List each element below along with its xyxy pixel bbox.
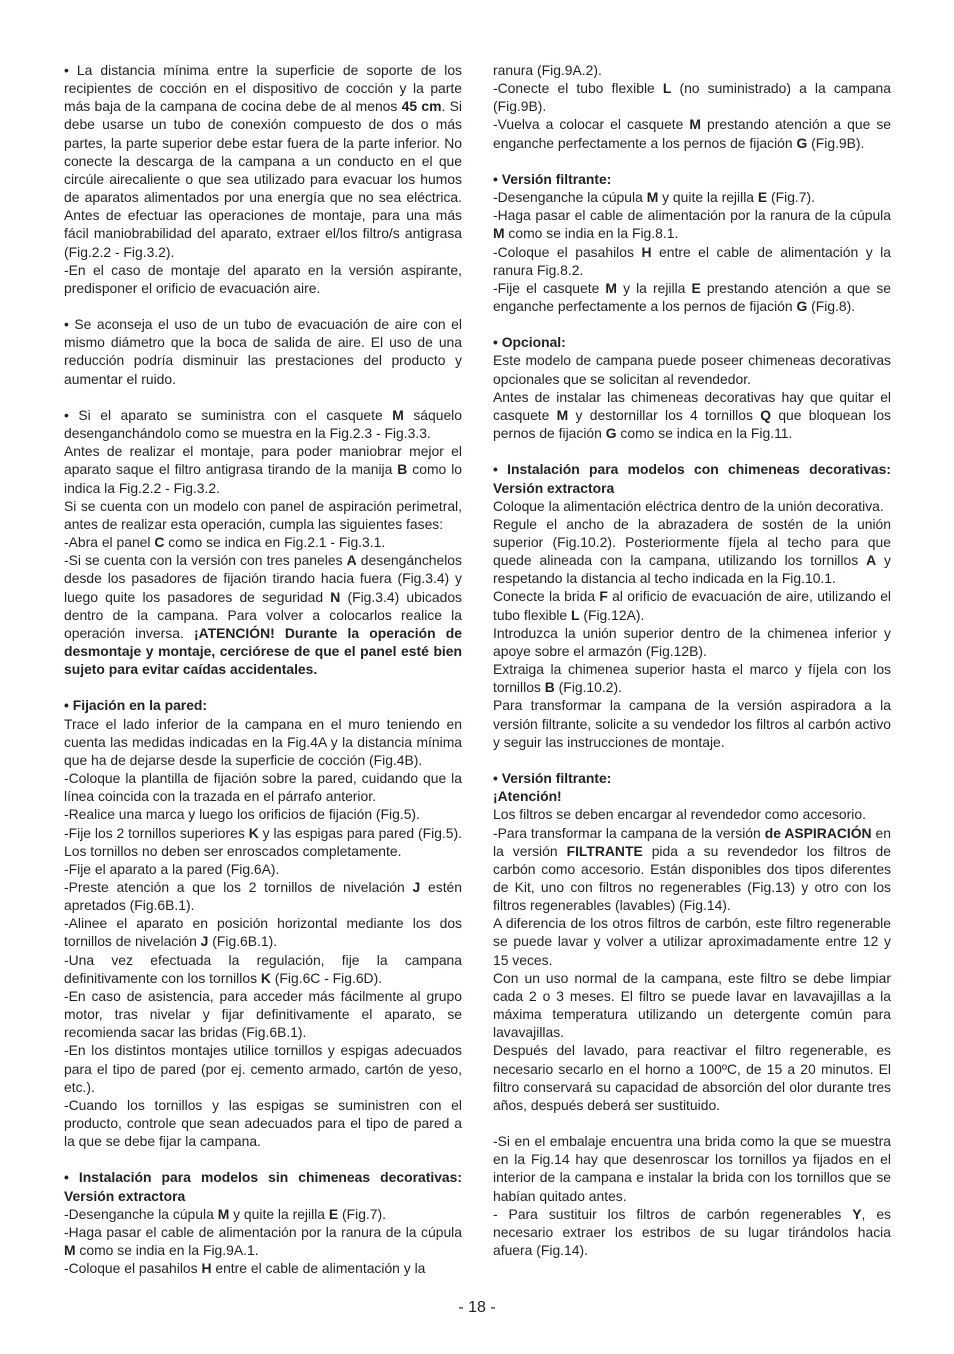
paragraph-spacer bbox=[64, 1150, 462, 1168]
paragraph-spacer bbox=[64, 678, 462, 696]
text-paragraph: -Conecte el tubo flexible L (no suministrado) a la campana (Fig.9B). bbox=[493, 80, 891, 115]
text-paragraph: Coloque la alimentación eléctrica dentro de la unión decorativa. bbox=[493, 497, 884, 514]
text-paragraph: Este modelo de campana puede poseer chimeneas decorativas opcionales que se solicitan al revendedor. bbox=[493, 352, 891, 387]
paragraph-spacer bbox=[64, 297, 462, 315]
text-paragraph: A diferencia de los otros filtros de carbón, este filtro regenerable se puede lavar y volver a utilizar aproximadamente entre 12 y 15 veces. bbox=[493, 915, 891, 968]
text-paragraph: -En los distintos montajes utilice tornillos y espigas adecuados para el tipo de pared (por ej. cemento armado, cartón de yeso, etc.). bbox=[64, 1042, 462, 1095]
text-paragraph: Extraiga la chimenea superior hasta el marco y fíjela con los tornillos B (Fig.10.2). bbox=[493, 661, 891, 696]
text-paragraph: Después del lavado, para reactivar el filtro regenerable, es necesario secarlo en el horno a 100ºC, de 15 a 20 minutos. El filtro conservará su capacidad de absorción del olor durante tres años, después deberá ser sustituido. bbox=[493, 1042, 891, 1113]
text-paragraph: Conecte la brida F al orificio de evacuación de aire, utilizando el tubo flexible L (Fig.12A). bbox=[493, 588, 891, 623]
text-paragraph: -Una vez efectuada la regulación, fije la campana definitivamente con los tornillos K (Fig.6C - Fig.6D). bbox=[64, 951, 462, 986]
text-paragraph: Si se cuenta con un modelo con panel de aspiración perimetral, antes de realizar esta operación, cumpla las siguientes fases: bbox=[64, 497, 462, 532]
text-paragraph: ¡Atención! bbox=[493, 788, 562, 805]
text-paragraph: - Para sustituir los filtros de carbón regenerables Y, es necesario extraer los estribos de su lugar tirándolos hacia afuera (Fig.14). bbox=[493, 1205, 891, 1259]
text-paragraph: -Si se cuenta con la versión con tres paneles A desengánchelos desde los pasadores de fijación tirando hacia fuera (Fig.3.4) y luego quite los pasadores de seguridad N (Fig.3.4) ubicados dentro de la campana. Para volver a colocarlos realice la operación inversa. ¡ATENCIÓN! Durante la operación de desmontaje y montaje, cerciórese de que el panel esté bien sujeto para evitar caídas accidentales. bbox=[64, 552, 463, 678]
text-paragraph: • Opcional: bbox=[493, 334, 566, 351]
text-paragraph: -Cuando los tornillos y las espigas se suministren con el producto, controle que sean adecuados para el tipo de pared a la que se debe fijar la campana. bbox=[64, 1096, 462, 1150]
text-paragraph: Antes de instalar las chimeneas decorativas hay que quitar el casquete M y destornillar los 4 tornillos Q que bloquean los pernos de fijación G como se indica en la Fig.11. bbox=[493, 388, 891, 442]
text-paragraph: Trace el lado inferior de la campana en el muro teniendo en cuenta las medidas indicadas en la Fig.4A y la distancia mínima que ha de dejarse desde la superficie de cocción (Fig.4B). bbox=[64, 715, 462, 768]
page-number: - 18 - bbox=[458, 1299, 496, 1316]
text-paragraph: -En caso de asistencia, para acceder más fácilmente al grupo motor, tras nivelar y fijar definitivamente el aparato, se recomienda sacar las bridas (Fig.6B.1). bbox=[64, 987, 462, 1041]
text-paragraph: Los filtros se deben encargar al revendedor como accesorio. bbox=[493, 806, 866, 823]
text-paragraph: -Desenganche la cúpula M y quite la rejilla E (Fig.7). bbox=[64, 1205, 386, 1222]
paragraph-spacer bbox=[493, 751, 891, 769]
text-paragraph: Regule el ancho de la abrazadera de sostén de la unión superior (Fig.10.2). Posteriormente fíjela al techo para que quede alineada con la campana, utilizando los tornillos A y respetando la distancia al techo indicada en la Fig.10.1. bbox=[493, 515, 891, 587]
text-paragraph: Para transformar la campana de la versión aspiradora a la versión filtrante, solicite a su vendedor los filtros al carbón activo y seguir las instrucciones de montaje. bbox=[493, 697, 891, 750]
text-paragraph: • Si el aparato se suministra con el casquete M sáquelo desenganchándolo como se muestra en la Fig.2.3 - Fig.3.3. bbox=[64, 406, 462, 442]
paragraph-spacer bbox=[493, 1114, 891, 1132]
text-paragraph: -Fije el casquete M y la rejilla E prestando atención a que se enganche perfectamente a los pernos de fijación G (Fig.8). bbox=[493, 279, 891, 315]
text-paragraph: • Se aconseja el uso de un tubo de evacuación de aire con el mismo diámetro que la boca de salida de aire. El uso de una reducción podría disminuir las prestaciones del producto y aumentar el ruido. bbox=[64, 316, 462, 387]
right-text-column bbox=[493, 61, 891, 1259]
text-paragraph: -Haga pasar el cable de alimentación por la ranura de la cúpula M como se india en la Fig.9A.1. bbox=[64, 1223, 462, 1259]
text-paragraph: -Fije el aparato a la pared (Fig.6A). bbox=[64, 860, 280, 877]
text-paragraph: -Preste atención a que los 2 tornillos de nivelación J estén apretados (Fig.6B.1). bbox=[64, 878, 462, 914]
text-paragraph: -Vuelva a colocar el casquete M prestando atención a que se enganche perfectamente a los pernos de fijación G (Fig.9B). bbox=[493, 116, 891, 151]
text-paragraph: • Instalación para modelos con chimeneas decorativas: Versión extractora bbox=[493, 461, 891, 496]
text-paragraph: • Fijación en la pared: bbox=[64, 697, 208, 714]
text-paragraph: -Si en el embalaje encuentra una brida como la que se muestra en la Fig.14 hay que desenroscar los tornillos ya fijados en el interior de la campana e instalar la brida con los tornillos que se habían quitado antes. bbox=[493, 1133, 891, 1204]
left-text-column bbox=[64, 61, 462, 1277]
text-paragraph: • Instalación para modelos sin chimeneas decorativas: Versión extractora bbox=[64, 1169, 462, 1204]
text-paragraph: -Abra el panel C como se indica en Fig.2.1 - Fig.3.1. bbox=[64, 534, 386, 551]
text-paragraph: -Coloque el pasahilos H entre el cable de alimentación y la ranura Fig.8.2. bbox=[493, 243, 891, 278]
text-paragraph: • Versión filtrante: bbox=[493, 770, 612, 787]
text-paragraph: -Haga pasar el cable de alimentación por la ranura de la cúpula M como se india en la Fig.8.1. bbox=[493, 207, 891, 242]
text-paragraph: -Para transformar la campana de la versión de ASPIRACIÓN en la versión FILTRANTE pida a su revendedor los filtros de carbón como accesorio. Están disponibles dos tipos diferentes de Kit, uno con filtros no regenerables (Fig.13) y otro con los filtros regenerables (lavables) (Fig.14). bbox=[493, 824, 892, 914]
text-paragraph: Introduzca la unión superior dentro de la chimenea inferior y apoye sobre el armazón (Fig.12B). bbox=[493, 624, 891, 659]
text-paragraph: -Fije los 2 tornillos superiores K y las espigas para pared (Fig.5). Los tornillos no deben ser enroscados completamente. bbox=[64, 824, 462, 859]
paragraph-spacer bbox=[493, 315, 891, 333]
text-paragraph: -Desenganche la cúpula M y quite la rejilla E (Fig.7). bbox=[493, 189, 815, 206]
paragraph-spacer bbox=[64, 388, 462, 406]
paragraph-spacer bbox=[493, 442, 891, 460]
text-paragraph: • La distancia mínima entre la superficie de soporte de los recipientes de cocción en el dispositivo de cocción y la parte más baja de la campana de cocina debe de al menos 45 cm. Si debe usarse un tubo de conexión compuesto de dos o más partes, la parte superior debe estar fuera de la parte inferior. No conecte la descarga de la campana a un conducto en el que circúle airecaliente o que sea utilizado para evacuar los humos de aparatos alimentados por una energía que no sea eléctrica. Antes de efectuar las operaciones de montaje, para una más fácil maniobrabilidad del aparato, extraer el/los filtro/s antigrasa (Fig.2.2 - Fig.3.2). bbox=[64, 62, 462, 260]
paragraph-spacer bbox=[493, 152, 891, 170]
text-paragraph: -Coloque la plantilla de fijación sobre la pared, cuidando que la línea coincida con la trazada en el párrafo anterior. bbox=[64, 770, 462, 805]
text-paragraph: Con un uso normal de la campana, este filtro se debe limpiar cada 2 o 3 meses. El filtro se puede lavar en lavavajillas a la máxima temperatura utilizando un detergente común para lavavajillas. bbox=[493, 969, 891, 1041]
text-paragraph: ranura (Fig.9A.2). bbox=[493, 62, 602, 78]
text-paragraph: Antes de realizar el montaje, para poder maniobrar mejor el aparato saque el filtro antigrasa tirando de la manija B como lo indica la Fig.2.2 - Fig.3.2. bbox=[64, 443, 463, 496]
text-paragraph: -Realice una marca y luego los orificios de fijación (Fig.5). bbox=[64, 806, 420, 823]
text-paragraph: -En el caso de montaje del aparato en la versión aspirante, predisponer el orificio de evacuación aire. bbox=[64, 261, 462, 296]
text-paragraph: • Versión filtrante: bbox=[493, 170, 612, 187]
text-paragraph: -Coloque el pasahilos H entre el cable de alimentación y la bbox=[64, 1260, 426, 1277]
text-paragraph: -Alinee el aparato en posición horizontal mediante los dos tornillos de nivelación J (Fig.6B.1). bbox=[64, 915, 462, 950]
